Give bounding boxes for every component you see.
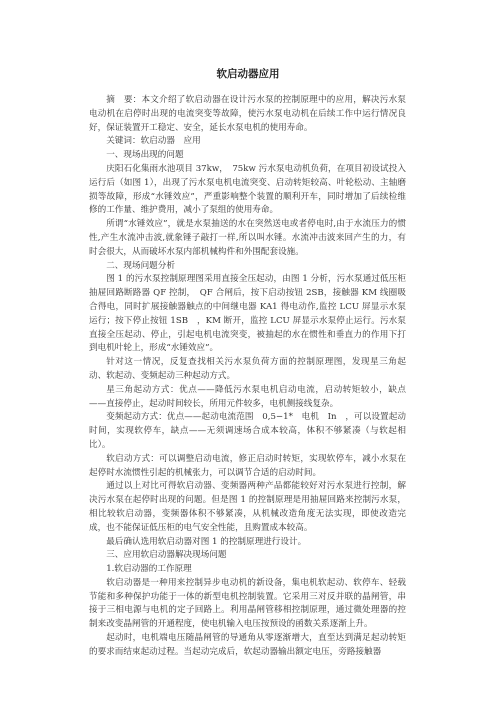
paragraph: 摘 要：本文介绍了软启动器在设计污水泵的控制原理中的应用，解决污水泵电动机在启停时出现的电流突变等故障，使污水泵电动机在后续工作中运行情况良好，保证装置开工稳定、安全，延长水泵电机的使用寿命。: [89, 95, 406, 133]
paragraph: 最后确认选用软启动器对图 1 的控制原理进行设计。: [106, 536, 307, 547]
paragraph: 软启动器是一种用来控制异步电动机的新设备，集电机软起动、软停车、轻载节能和多种保护功能于一体的新型电机控制装置。它采用三对反并联的晶闸管，串接于三相电源与电机的定子回路上。利用晶闸管移相控制原理，通过微处理器的控制来改变晶闸管的开通程度，使电机输入电压按预设的函数关系逐渐上升。: [89, 577, 406, 630]
paragraph: 所谓“水锤效应”，就是水泵抽送的水在突然送电或者停电时,由于水流压力的惯性,产生水流冲击波,就象锤子敲打一样,所以叫水锤。水流冲击波来回产生的力，有时会很大，从而破坏水泵内部机械构件和外围配套设施。: [89, 219, 406, 257]
paragraph: 变频起动方式：优点——起动电流范围 0,5−1* 电机 In ，可以设置起动时间，实现软停车，缺点——无须调速场合成本较高，体积不够紧凑（与软起相比）。: [89, 412, 406, 450]
paragraph: 一、现场出现的问题: [106, 150, 184, 161]
paragraph: 二、现场问题分析: [106, 260, 175, 271]
paragraph: 针对这一情况，反复查找相关污水泵负荷方面的控制原理图，发现星三角起动、软起动、变频起动三种起动方式。: [89, 357, 406, 381]
paragraph: 图 1 的污水泵控制原理图采用直接全压起动，由图 1 分析，污水泵通过低压柜抽屉回路断路器 QF 控制， QF 合闸后，按下启动按钮 2SB，接触器 KM 线圈吸合得电，同时扩展接触器触点的中间继电器 KA1 得电动作,监控 LCU 屏显示水泵运行；按下停止按钮 1SB ，KM 断开，监控 LCU 屏显示水泵停止运行。污水泵直接全压起动、停止，引起电机电流突变，被抽起的水在惯性和垂直力的作用下打到电机叶轮上，形成“水锤效应”。: [89, 274, 406, 354]
paragraph: 星三角起动方式：优点——降低污水泵电机启动电流，启动转矩较小，缺点——直接停止，起动时间较长，所用元件较多，电机侧接线复杂。: [89, 384, 406, 409]
document-body: [89, 94, 406, 660]
paragraph: 起动时，电机端电压随晶闸管的导通角从零逐渐增大，直至达到满足起动转矩的要求而结束起动过程。当起动完成后，软起动器输出额定电压，旁路接触器: [89, 633, 406, 657]
document-title: 软启动器应用: [216, 68, 280, 80]
paragraph: 通过以上对比可得软启动器、变频器两种产品都能较好对污水泵进行控制，解决污水泵在起停时出现的问题。但是图 1 的控制原理是用抽屉回路来控制污水泵，相比较软启动器，变频器体积不够紧凑，从机械改造角度无法实现，即使改造完成，也不能保证低压柜的电气安全性能，且购置成本较高。: [89, 481, 406, 533]
paragraph: 庆阳石化集雨水池项目 37kw， 75kw 污水泵电动机负荷，在项目初设试投入运行后（如图 1），出现了污水泵电机电流突变、启动转矩较高、叶轮松动、主轴磨损等故障，形成“水锤效应”，严重影响整个装置的顺利开车，同时增加了后续检维修的工作量、维护费用，减小了泵组的使用寿命。: [89, 163, 406, 216]
paragraph: 软启动方式：可以调整启动电流，修正启动时转矩，实现软停车，减小水泵在起停时水流惯性引起的机械张力，可以调节合适的启动时间。: [89, 453, 406, 478]
paragraph: 关键词：软启动器 应用: [106, 136, 201, 147]
paragraph: 1.软启动器的工作原理: [106, 564, 192, 575]
paragraph: 三、应用软启动器解决现场问题: [106, 550, 227, 561]
